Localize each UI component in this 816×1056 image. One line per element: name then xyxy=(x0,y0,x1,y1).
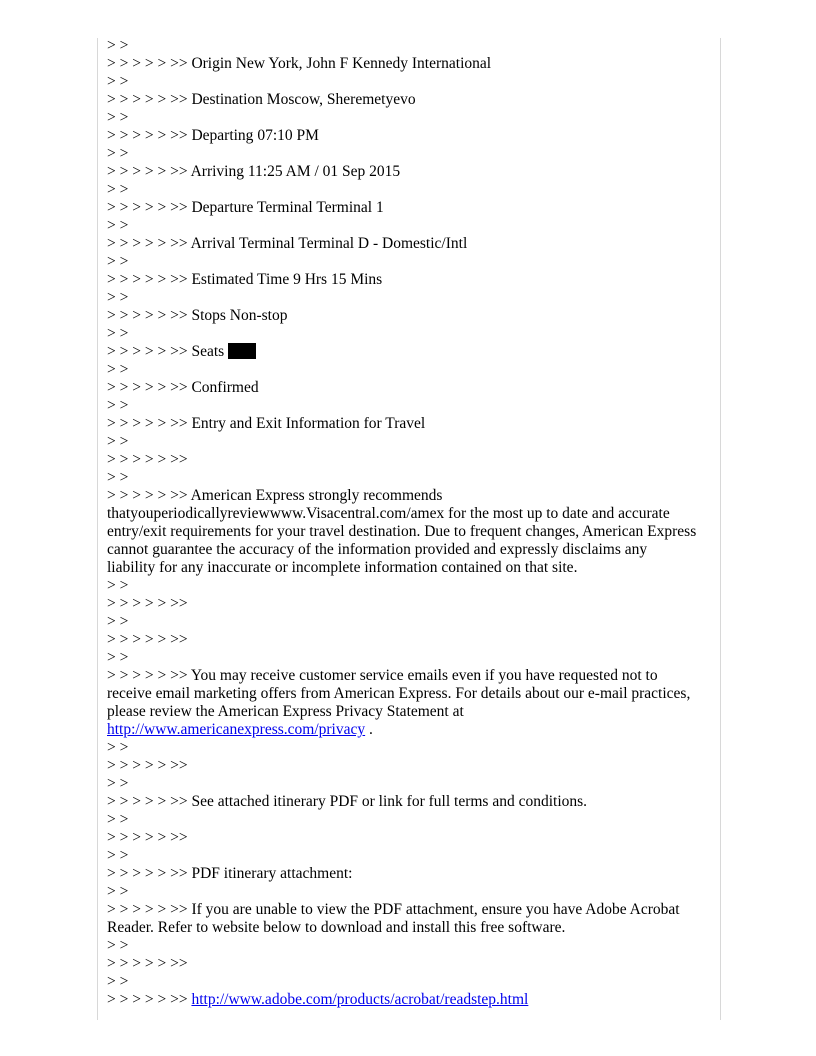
quote-line: > > xyxy=(107,37,129,54)
pdf-attachment-line: > > > > > >> PDF itinerary attachment: xyxy=(107,865,353,882)
destination-line: > > > > > >> Destination Moscow, Sheremetyevo xyxy=(107,91,416,108)
adobe-link-line: > > > > > >> http://www.adobe.com/products/acrobat/readstep.html xyxy=(107,991,529,1008)
quote-line: > > > > > >> xyxy=(107,757,188,774)
quote-line: > > > > > >> xyxy=(107,595,188,612)
email-body xyxy=(107,37,697,1009)
quote-line: > > xyxy=(107,739,129,756)
arriving-line: > > > > > >> Arriving 11:25 AM / 01 Sep 2015 xyxy=(107,163,401,180)
privacy-link[interactable]: http://www.americanexpress.com/privacy xyxy=(107,721,366,738)
quote-line: > > xyxy=(107,883,129,900)
quote-line: > > xyxy=(107,577,129,594)
quote-line: > > xyxy=(107,289,129,306)
attached-terms-line: > > > > > >> See attached itinerary PDF or link for full terms and conditions. xyxy=(107,793,588,810)
stops-line: > > > > > >> Stops Non-stop xyxy=(107,307,288,324)
redaction-box xyxy=(228,343,256,359)
quote-line: > > xyxy=(107,775,129,792)
departure-terminal-line: > > > > > >> Departure Terminal Terminal 1 xyxy=(107,199,384,216)
seats-line: > > > > > >> Seats xyxy=(107,343,697,361)
status-line: > > > > > >> Confirmed xyxy=(107,379,259,396)
quote-line: > > xyxy=(107,811,129,828)
quote-line: > > xyxy=(107,433,129,450)
adobe-paragraph: > > > > > >> If you are unable to view the PDF attachment, ensure you have Adobe Acrobat Reader. Refer to website below to download and install this free software. xyxy=(107,901,680,936)
estimated-time-line: > > > > > >> Estimated Time 9 Hrs 15 Mins xyxy=(107,271,383,288)
quote-line: > > xyxy=(107,109,129,126)
entry-exit-heading: > > > > > >> Entry and Exit Information for Travel xyxy=(107,415,426,432)
arrival-terminal-line: > > > > > >> Arrival Terminal Terminal D - Domestic/Intl xyxy=(107,235,468,252)
quote-line: > > > > > >> xyxy=(107,631,188,648)
privacy-paragraph: > > > > > >> You may receive customer service emails even if you have requested not to receive email marketing offers from American Express. For details about our e-mail practices, please review the American Express Privacy Statement at http://www.americanexpress.com/privacy . xyxy=(107,667,691,738)
departing-line: > > > > > >> Departing 07:10 PM xyxy=(107,127,319,144)
quote-line: > > xyxy=(107,937,129,954)
quote-line: > > xyxy=(107,325,129,342)
quote-line: > > xyxy=(107,397,129,414)
quote-line: > > xyxy=(107,847,129,864)
quote-line: > > > > > >> xyxy=(107,955,188,972)
quote-line: > > xyxy=(107,181,129,198)
adobe-link[interactable]: http://www.adobe.com/products/acrobat/readstep.html xyxy=(191,991,529,1008)
amex-recommend-paragraph: thatyouperiodicallyreviewwww.Visacentral.com/amex for the most up to date and accurate entry/exit requirements for your travel destination. Due to frequent changes, American Express cannot guarantee the accuracy of the information provided and expressly disclaims any liability for any inaccurate or incomplete information contained on that site. xyxy=(107,505,697,576)
quote-line: > > xyxy=(107,469,129,486)
quote-line: > > > > > >> xyxy=(107,829,188,846)
quote-line: > > xyxy=(107,145,129,162)
quote-line: > > xyxy=(107,253,129,270)
quote-line: > > xyxy=(107,649,129,666)
origin-line: > > > > > >> Origin New York, John F Kennedy International xyxy=(107,55,492,72)
quote-line: > > xyxy=(107,217,129,234)
quote-line: > > xyxy=(107,73,129,90)
quote-line: > > > > > >> xyxy=(107,451,188,468)
quote-line: > > xyxy=(107,613,129,630)
quote-line: > > xyxy=(107,973,129,990)
amex-recommend-line: > > > > > >> American Express strongly recommends xyxy=(107,487,443,504)
quote-line: > > xyxy=(107,361,129,378)
